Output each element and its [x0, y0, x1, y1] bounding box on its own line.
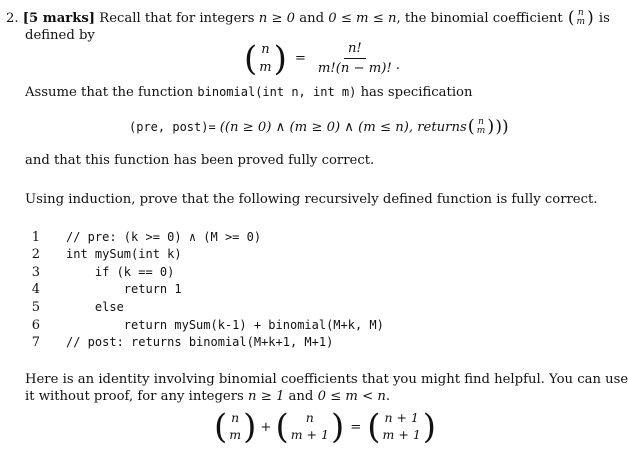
spec-binomial: ( n m ) — [467, 116, 495, 138]
definition-fraction — [314, 40, 396, 77]
intro-end: , the binomial coefficient — [396, 10, 563, 26]
def-numerator: n! — [344, 40, 366, 59]
id-a-top: n — [231, 410, 240, 426]
spec-math: ((n ≥ 0) ∧ (m ≥ 0) ∧ (m ≤ n), returns — [219, 119, 467, 135]
induction-line — [25, 191, 598, 208]
code-line-number: 1 — [31, 230, 40, 245]
assume-prefix: Assume that the function — [25, 85, 194, 100]
identity-equals: = — [350, 419, 362, 435]
identity-line-1 — [25, 371, 628, 388]
condition-n: n ≥ 0 — [258, 10, 296, 26]
def-binom-top: n — [261, 41, 270, 57]
def-binom-bottom: m — [259, 59, 272, 75]
condition-m: 0 ≤ m ≤ n — [328, 10, 397, 26]
definition-binomial: ( n m ) — [244, 38, 287, 79]
identity-line-2 — [25, 388, 390, 405]
assume-line — [25, 84, 473, 101]
identity-binom-a: ( n m ) — [214, 407, 257, 447]
code-line-number: 5 — [31, 300, 40, 315]
spec-binom-bottom: m — [476, 126, 486, 137]
def-period: . — [395, 58, 400, 73]
code-line: return mySum(k-1) + binomial(M+k, M) — [66, 318, 384, 332]
code-line: return 1 — [66, 282, 182, 296]
identity-and: and — [288, 389, 314, 404]
spec-line — [129, 118, 509, 137]
identity-display — [214, 407, 437, 447]
assume-code: binomial(int n, int m) — [197, 85, 357, 99]
spec-close: )) — [495, 116, 509, 137]
identity-binom-c: ( n + 1 m + 1 ) — [367, 407, 437, 447]
code-line: // post: returns binomial(M+k+1, M+1) — [66, 335, 334, 349]
code-line: int mySum(int k) — [66, 247, 182, 261]
spec-binom-top: n — [478, 117, 484, 127]
def-denominator: m!(n − m)! — [317, 61, 392, 76]
code-line-number: 7 — [31, 335, 40, 350]
id-c-bottom: m + 1 — [382, 427, 421, 442]
problem-header — [6, 9, 610, 28]
problem-number: 2. — [6, 10, 19, 26]
id-b-bottom: m + 1 — [290, 427, 329, 442]
defined-by-line — [25, 27, 95, 44]
is-text: is — [598, 10, 610, 26]
inline-binom-bottom: m — [576, 17, 586, 28]
id-a-bottom: m — [229, 427, 242, 442]
code-line-number: 6 — [31, 318, 40, 333]
code-line: if (k == 0) — [66, 265, 175, 279]
id-b-top: n — [305, 410, 314, 426]
code-line-number: 3 — [31, 265, 40, 280]
id-c-top: n + 1 — [384, 410, 419, 426]
intro-text: Recall that for integers — [99, 10, 255, 26]
identity-cond-n: n ≥ 1 — [248, 389, 285, 404]
spec-code: (pre, post)= — [129, 119, 216, 134]
problem-marks: [5 marks] — [22, 10, 96, 26]
code-line: else — [66, 300, 124, 314]
code-line-number: 4 — [31, 282, 40, 297]
def-equals: = — [294, 51, 306, 66]
induction-text: Using induction, prove that the following recursively defined function is fully correct. — [25, 192, 598, 207]
binomial-definition — [244, 40, 400, 77]
and-text: and — [299, 10, 325, 26]
proved-line — [25, 152, 374, 169]
inline-binomial: ( n m ) — [567, 7, 594, 28]
identity-binom-b: ( n m + 1 ) — [275, 407, 345, 447]
identity-prefix: it without proof, for any integers — [25, 389, 244, 404]
assume-suffix: has specification — [360, 85, 473, 100]
identity-cond-m: 0 ≤ m < n — [317, 389, 386, 404]
identity-text-1: Here is an identity involving binomial coefficients that you might find helpful. You can use — [25, 372, 628, 387]
identity-plus: + — [260, 419, 272, 435]
identity-period: . — [385, 389, 391, 404]
proved-text: and that this function has been proved fully correct. — [25, 153, 375, 168]
defined-by-text: defined by — [25, 28, 95, 43]
code-line-number: 2 — [31, 247, 40, 262]
code-line: // pre: (k >= 0) ∧ (M >= 0) — [66, 230, 262, 244]
inline-binom-top: n — [577, 8, 584, 18]
